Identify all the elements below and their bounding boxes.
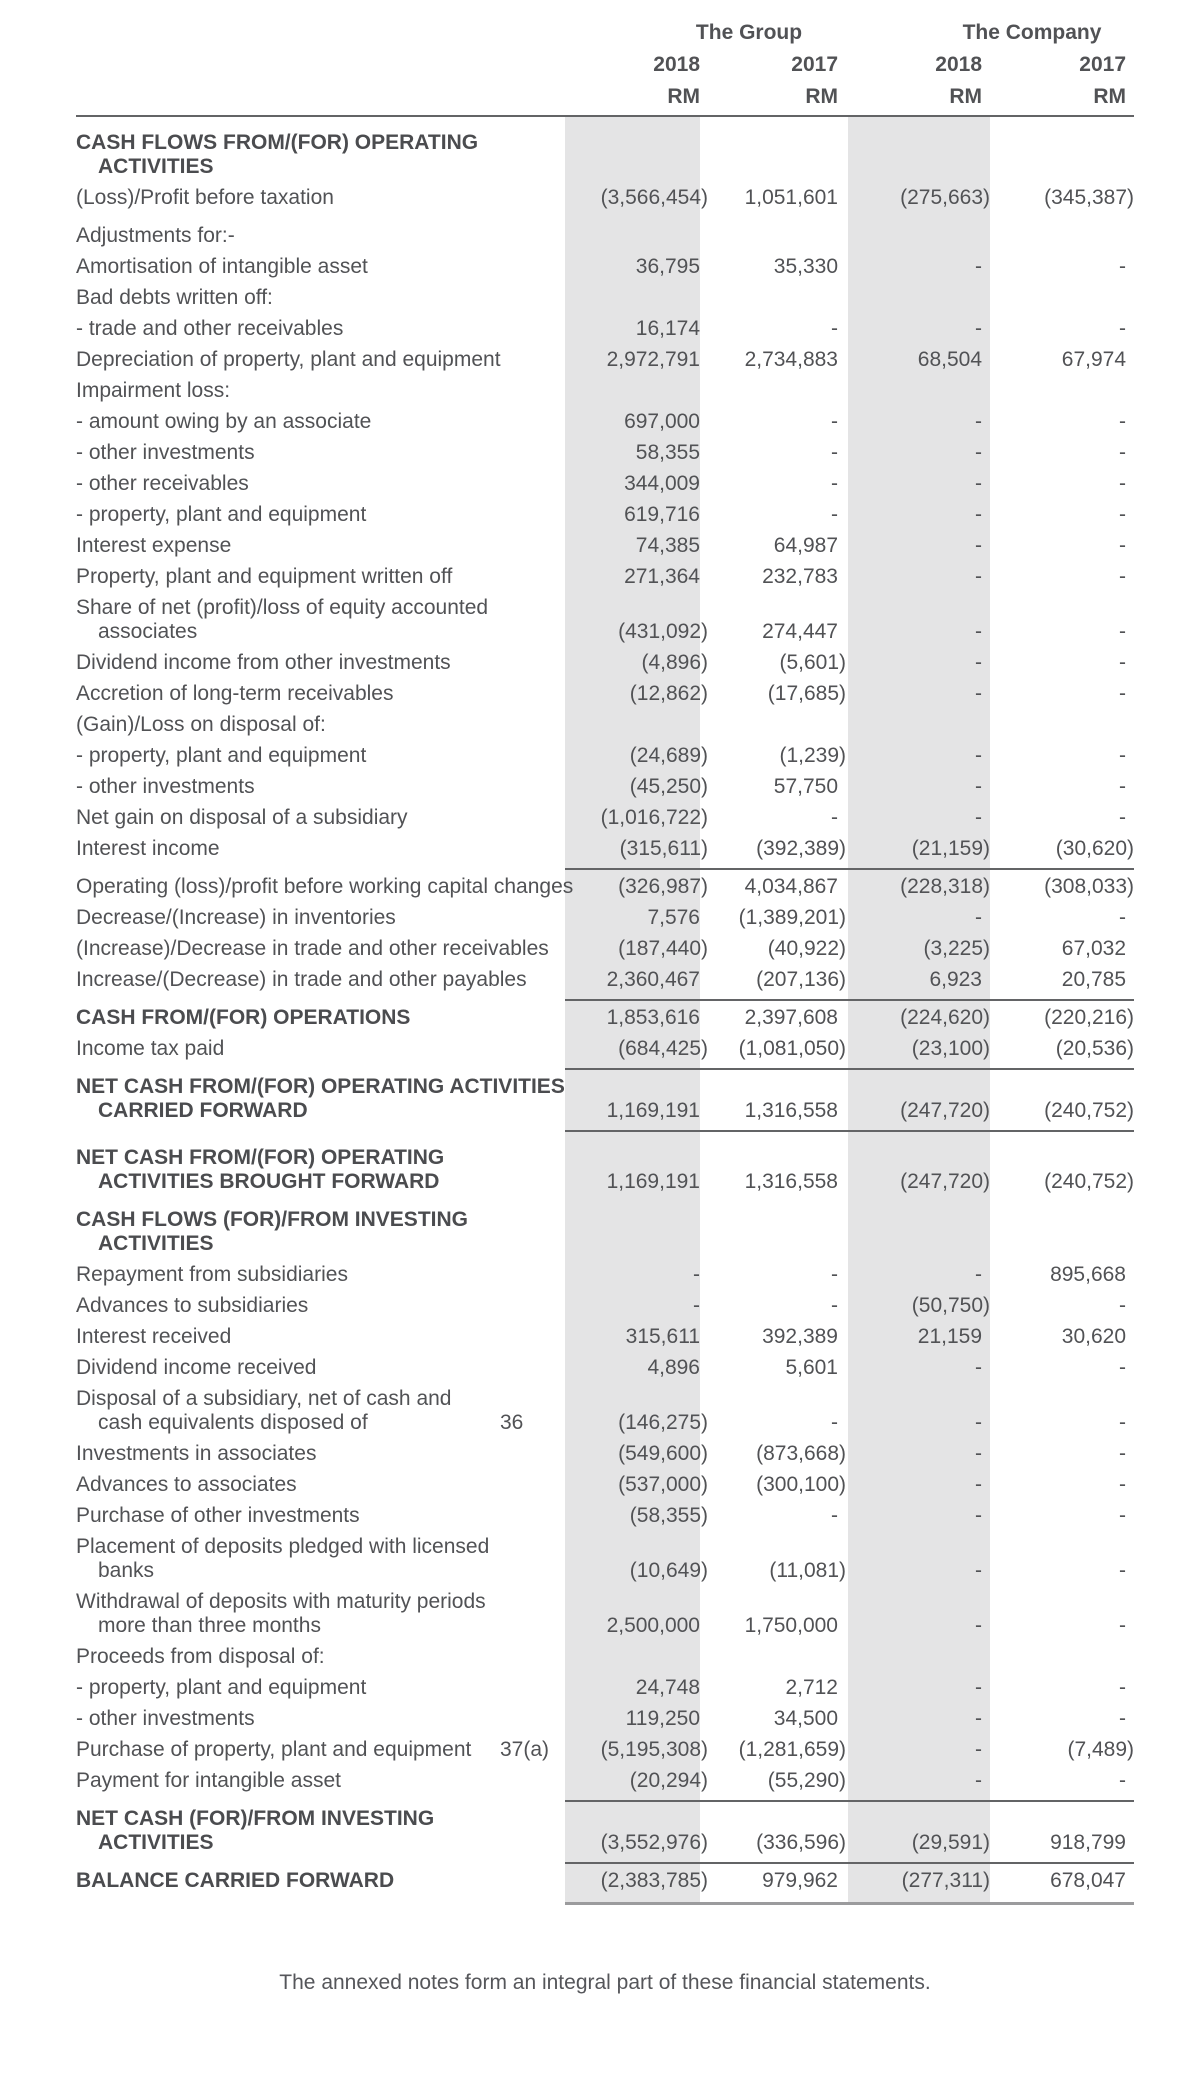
value-cell: - — [1119, 1411, 1126, 1434]
value-cell: 20,785 — [1061, 968, 1126, 991]
value-cell: 64,987 — [773, 534, 838, 557]
value-cell: (392,389) — [756, 837, 846, 860]
value-cell: 74,385 — [635, 534, 700, 557]
row-label: Operating (loss)/profit before working capital changes — [76, 875, 574, 898]
value-cell: - — [975, 1769, 982, 1792]
value-cell: (228,318) — [900, 875, 990, 898]
table-rows — [76, 131, 1134, 1905]
table-row — [76, 744, 1134, 768]
row-label: Withdrawal of deposits with maturity periods more than three months — [76, 1590, 486, 1637]
value-cell: 1,169,191 — [606, 1170, 700, 1193]
value-cell: (431,092) — [618, 620, 708, 643]
value-cell: (2,383,785) — [600, 1869, 708, 1892]
value-cell: - — [975, 1738, 982, 1761]
table-row — [76, 565, 1134, 589]
year-header: 2018 — [653, 53, 700, 76]
row-label: Purchase of property, plant and equipment — [76, 1738, 472, 1761]
table-row — [76, 1807, 1134, 1855]
value-cell: (300,100) — [756, 1473, 846, 1496]
value-cell: (326,987) — [618, 875, 708, 898]
value-cell: 979,962 — [762, 1869, 838, 1892]
value-cell: - — [1119, 565, 1126, 588]
value-cell: - — [975, 775, 982, 798]
value-cell: - — [1119, 1294, 1126, 1317]
value-cell: (20,536) — [1055, 1037, 1134, 1060]
table-row — [76, 1146, 1134, 1194]
value-cell: 57,750 — [773, 775, 838, 798]
table-row — [76, 131, 1134, 179]
value-cell: - — [1119, 651, 1126, 674]
table-row — [76, 534, 1134, 558]
row-label: Interest income — [76, 837, 220, 860]
value-cell: (55,290) — [767, 1769, 846, 1792]
value-cell: (873,668) — [756, 1442, 846, 1465]
row-label: Property, plant and equipment written off — [76, 565, 453, 588]
value-cell: 1,316,558 — [744, 1099, 838, 1122]
currency-header: RM — [949, 85, 982, 108]
value-cell: - — [975, 1411, 982, 1434]
value-cell: (240,752) — [1044, 1099, 1134, 1122]
row-label: Payment for intangible asset — [76, 1769, 341, 1792]
table-row — [76, 255, 1134, 279]
row-label: NET CASH FROM/(FOR) OPERATING ACTIVITIES BROUGHT FORWARD — [76, 1146, 445, 1193]
value-cell: - — [1119, 255, 1126, 278]
row-label: Placement of deposits pledged with licensed banks — [76, 1535, 490, 1582]
value-cell: (4,896) — [641, 651, 708, 674]
value-cell: 30,620 — [1061, 1325, 1126, 1348]
value-cell: - — [975, 472, 982, 495]
value-cell: (240,752) — [1044, 1170, 1134, 1193]
table-row — [76, 937, 1134, 961]
row-label: CASH FLOWS (FOR)/FROM INVESTING ACTIVITIES — [76, 1208, 468, 1255]
group-column-header: The Group — [695, 21, 803, 44]
value-cell: - — [693, 1294, 700, 1317]
row-label: Net gain on disposal of a subsidiary — [76, 806, 408, 829]
table-row — [76, 651, 1134, 675]
value-cell: 1,169,191 — [606, 1099, 700, 1122]
value-cell: - — [975, 1356, 982, 1379]
value-cell: 2,734,883 — [744, 348, 838, 371]
value-cell: (29,591) — [911, 1831, 990, 1854]
value-cell: - — [975, 503, 982, 526]
value-cell: - — [1119, 503, 1126, 526]
row-label: Interest expense — [76, 534, 232, 557]
value-cell: 619,716 — [624, 503, 700, 526]
row-label: Bad debts written off: — [76, 286, 273, 309]
value-cell: 4,034,867 — [744, 875, 838, 898]
value-cell: - — [831, 1263, 838, 1286]
value-cell: (220,216) — [1044, 1006, 1134, 1029]
table-row — [76, 1676, 1134, 1700]
value-cell: (58,355) — [629, 1504, 708, 1527]
value-cell: (21,159) — [911, 837, 990, 860]
table-row — [76, 1869, 1134, 1893]
row-label: Adjustments for:- — [76, 224, 235, 247]
value-cell: - — [975, 744, 982, 767]
value-cell: 67,032 — [1061, 937, 1126, 960]
table-row — [76, 379, 1134, 403]
value-cell: - — [975, 651, 982, 674]
row-label: NET CASH FROM/(FOR) OPERATING ACTIVITIES CARRIED FORWARD — [76, 1075, 565, 1122]
value-cell: 35,330 — [773, 255, 838, 278]
table-row — [76, 1707, 1134, 1731]
value-cell: (207,136) — [756, 968, 846, 991]
value-cell: - — [831, 410, 838, 433]
value-cell: (30,620) — [1055, 837, 1134, 860]
note-reference: 36 — [500, 1411, 524, 1434]
table-row — [76, 906, 1134, 930]
value-cell: (187,440) — [618, 937, 708, 960]
table-row — [76, 1769, 1134, 1793]
value-cell: (1,081,050) — [738, 1037, 846, 1060]
value-cell: (537,000) — [618, 1473, 708, 1496]
value-cell: - — [831, 1504, 838, 1527]
table-row — [76, 224, 1134, 248]
table-row — [76, 1208, 1134, 1256]
value-cell: (20,294) — [629, 1769, 708, 1792]
value-cell: 1,316,558 — [744, 1170, 838, 1193]
value-cell: 4,896 — [647, 1356, 700, 1379]
row-label: - other receivables — [76, 472, 249, 495]
row-label: Disposal of a subsidiary, net of cash and cash equivalents disposed of — [76, 1387, 452, 1434]
table-row — [76, 1294, 1134, 1318]
value-cell: 21,159 — [917, 1325, 982, 1348]
separator-rule — [565, 868, 1134, 870]
table-row — [76, 596, 1134, 644]
row-label: Impairment loss: — [76, 379, 231, 402]
value-cell: - — [1119, 620, 1126, 643]
value-cell: 678,047 — [1050, 1869, 1126, 1892]
value-cell: - — [975, 441, 982, 464]
value-cell: 2,360,467 — [606, 968, 700, 991]
value-cell: - — [975, 682, 982, 705]
value-cell: 1,750,000 — [744, 1614, 838, 1637]
value-cell: 2,712 — [785, 1676, 838, 1699]
currency-header: RM — [1093, 85, 1126, 108]
value-cell: 68,504 — [917, 348, 982, 371]
year-header: 2018 — [935, 53, 982, 76]
table-row — [76, 472, 1134, 496]
footer-note: The annexed notes form an integral part of these financial statements. — [279, 1971, 931, 1994]
value-cell: - — [1119, 775, 1126, 798]
value-cell: - — [975, 534, 982, 557]
value-cell: (7,489) — [1067, 1738, 1134, 1761]
separator-rule — [565, 1130, 1134, 1132]
row-label: Interest received — [76, 1325, 232, 1348]
table-header — [76, 21, 1134, 109]
value-cell: 1,853,616 — [606, 1006, 700, 1029]
table-row — [76, 1263, 1134, 1287]
value-cell: - — [1119, 682, 1126, 705]
value-cell: (45,250) — [629, 775, 708, 798]
value-cell: - — [975, 1473, 982, 1496]
value-cell: (12,862) — [629, 682, 708, 705]
row-label: Investments in associates — [76, 1442, 317, 1465]
table-row — [76, 682, 1134, 706]
company-column-header: The Company — [962, 21, 1102, 44]
value-cell: - — [1119, 1769, 1126, 1792]
table-row — [76, 348, 1134, 372]
value-cell: - — [975, 1614, 982, 1637]
row-label: Advances to associates — [76, 1473, 297, 1496]
year-header: 2017 — [791, 53, 838, 76]
value-cell: 1,051,601 — [744, 186, 838, 209]
value-cell: - — [1119, 1356, 1126, 1379]
table-row — [76, 410, 1134, 434]
row-label: - other investments — [76, 775, 255, 798]
table-row — [76, 806, 1134, 830]
table-row — [76, 441, 1134, 465]
note-reference: 37(a) — [500, 1738, 550, 1761]
value-cell: 895,668 — [1050, 1263, 1126, 1286]
table-row — [76, 1356, 1134, 1380]
value-cell: - — [975, 317, 982, 340]
row-label: Amortisation of intangible asset — [76, 255, 368, 278]
value-cell: (50,750) — [911, 1294, 990, 1317]
value-cell: - — [1119, 1504, 1126, 1527]
value-cell: (5,601) — [779, 651, 846, 674]
value-cell: - — [1119, 1559, 1126, 1582]
table-row — [76, 1645, 1134, 1669]
value-cell: (1,389,201) — [738, 906, 846, 929]
value-cell: 34,500 — [773, 1707, 838, 1730]
row-label: Proceeds from disposal of: — [76, 1645, 325, 1668]
row-label: Advances to subsidiaries — [76, 1294, 309, 1317]
table-row — [76, 875, 1134, 899]
row-label: (Increase)/Decrease in trade and other receivables — [76, 937, 549, 960]
value-cell: 5,601 — [785, 1356, 838, 1379]
value-cell: - — [831, 472, 838, 495]
table-row — [76, 1442, 1134, 1466]
value-cell: - — [1119, 441, 1126, 464]
row-label: Increase/(Decrease) in trade and other payables — [76, 968, 527, 991]
table-row — [76, 775, 1134, 799]
value-cell: 315,611 — [625, 1325, 700, 1348]
table-body — [76, 115, 1134, 1905]
separator-rule — [565, 1068, 1134, 1070]
value-cell: - — [1119, 1473, 1126, 1496]
row-label: CASH FLOWS FROM/(FOR) OPERATING ACTIVITIES — [76, 131, 479, 178]
value-cell: 2,972,791 — [606, 348, 700, 371]
value-cell: (5,195,308) — [600, 1738, 708, 1761]
value-cell: - — [975, 906, 982, 929]
row-label: Dividend income from other investments — [76, 651, 451, 674]
table-row — [76, 317, 1134, 341]
value-cell: (40,922) — [767, 937, 846, 960]
table-row — [76, 968, 1134, 992]
separator-rule — [565, 999, 1134, 1001]
value-cell: 2,500,000 — [606, 1614, 700, 1637]
value-cell: 232,783 — [762, 565, 838, 588]
value-cell: (23,100) — [911, 1037, 990, 1060]
entity-header-row — [76, 21, 1134, 45]
value-cell: - — [975, 1442, 982, 1465]
table-row — [76, 1325, 1134, 1349]
value-cell: - — [975, 1676, 982, 1699]
table-row — [76, 186, 1134, 210]
value-cell: - — [1119, 317, 1126, 340]
row-label: Dividend income received — [76, 1356, 317, 1379]
value-cell: (1,239) — [779, 744, 846, 767]
value-cell: 392,389 — [762, 1325, 838, 1348]
row-label: Accretion of long-term receivables — [76, 682, 394, 705]
row-label: - property, plant and equipment — [76, 503, 367, 526]
table-row — [76, 503, 1134, 527]
value-cell: 36,795 — [635, 255, 700, 278]
row-label: - property, plant and equipment — [76, 744, 367, 767]
value-cell: (684,425) — [618, 1037, 708, 1060]
value-cell: - — [831, 441, 838, 464]
value-cell: (17,685) — [767, 682, 846, 705]
table-row — [76, 1535, 1134, 1583]
value-cell: 24,748 — [635, 1676, 700, 1699]
value-cell: (247,720) — [900, 1170, 990, 1193]
currency-header-row — [76, 85, 1134, 109]
value-cell: 6,923 — [929, 968, 982, 991]
row-label: (Loss)/Profit before taxation — [76, 186, 334, 209]
row-label: - property, plant and equipment — [76, 1676, 367, 1699]
row-label: - amount owing by an associate — [76, 410, 372, 433]
value-cell: 697,000 — [624, 410, 700, 433]
value-cell: 7,576 — [647, 906, 700, 929]
value-cell: 67,974 — [1061, 348, 1126, 371]
value-cell: - — [975, 410, 982, 433]
value-cell: (315,611) — [619, 837, 708, 860]
row-label: Repayment from subsidiaries — [76, 1263, 348, 1286]
row-label: BALANCE CARRIED FORWARD — [76, 1869, 395, 1892]
row-label: (Gain)/Loss on disposal of: — [76, 713, 326, 736]
value-cell: - — [1119, 744, 1126, 767]
value-cell: (1,016,722) — [600, 806, 708, 829]
value-cell: 271,364 — [624, 565, 700, 588]
currency-header: RM — [805, 85, 838, 108]
value-cell: 119,250 — [625, 1707, 700, 1730]
value-cell: 16,174 — [635, 317, 700, 340]
value-cell: - — [1119, 472, 1126, 495]
row-label: Depreciation of property, plant and equipment — [76, 348, 501, 371]
value-cell: (3,225) — [923, 937, 990, 960]
table-row — [76, 1504, 1134, 1528]
value-cell: - — [975, 620, 982, 643]
value-cell: - — [975, 255, 982, 278]
value-cell: - — [1119, 1676, 1126, 1699]
value-cell: - — [831, 1294, 838, 1317]
row-label: Share of net (profit)/loss of equity accounted associates — [76, 596, 489, 643]
row-label: Purchase of other investments — [76, 1504, 360, 1527]
row-label: Income tax paid — [76, 1037, 225, 1060]
year-header: 2017 — [1079, 53, 1126, 76]
currency-header: RM — [667, 85, 700, 108]
value-cell: - — [1119, 410, 1126, 433]
value-cell: 344,009 — [624, 472, 700, 495]
table-row — [76, 713, 1134, 737]
value-cell: (247,720) — [900, 1099, 990, 1122]
value-cell: (308,033) — [1044, 875, 1134, 898]
value-cell: - — [975, 1559, 982, 1582]
table-row — [76, 1387, 1134, 1435]
value-cell: (345,387) — [1044, 186, 1134, 209]
value-cell: - — [1119, 1614, 1126, 1637]
value-cell: - — [975, 806, 982, 829]
table-row — [76, 1473, 1134, 1497]
value-cell: 2,397,608 — [744, 1006, 838, 1029]
value-cell: (275,663) — [900, 186, 990, 209]
separator-rule — [565, 1862, 1134, 1864]
table-row — [76, 1006, 1134, 1030]
value-cell: (336,596) — [756, 1831, 846, 1854]
value-cell: - — [831, 1411, 838, 1434]
value-cell: - — [831, 503, 838, 526]
row-label: Decrease/(Increase) in inventories — [76, 906, 396, 929]
value-cell: (549,600) — [618, 1442, 708, 1465]
value-cell: (24,689) — [629, 744, 708, 767]
row-label: NET CASH (FOR)/FROM INVESTING ACTIVITIES — [76, 1807, 435, 1854]
value-cell: - — [975, 1504, 982, 1527]
value-cell: (146,275) — [618, 1411, 708, 1434]
value-cell: - — [1119, 534, 1126, 557]
value-cell: - — [831, 317, 838, 340]
value-cell: - — [693, 1263, 700, 1286]
table-row — [76, 1075, 1134, 1123]
value-cell: (10,649) — [629, 1559, 708, 1582]
row-label: - trade and other receivables — [76, 317, 344, 340]
table-row — [76, 1037, 1134, 1061]
value-cell: (3,552,976) — [600, 1831, 708, 1854]
value-cell: - — [1119, 1442, 1126, 1465]
value-cell: 274,447 — [762, 620, 838, 643]
value-cell: 918,799 — [1050, 1831, 1126, 1854]
row-label: - other investments — [76, 1707, 255, 1730]
value-cell: (224,620) — [900, 1006, 990, 1029]
value-cell: (3,566,454) — [600, 186, 708, 209]
row-label: CASH FROM/(FOR) OPERATIONS — [76, 1006, 411, 1029]
value-cell: (11,081) — [769, 1559, 846, 1582]
value-cell: - — [1119, 806, 1126, 829]
row-label: - other investments — [76, 441, 255, 464]
table-row — [76, 286, 1134, 310]
value-cell: - — [831, 806, 838, 829]
separator-rule — [565, 1800, 1134, 1802]
separator-rule — [565, 1902, 1134, 1905]
value-cell: - — [1119, 1707, 1126, 1730]
value-cell: - — [975, 1707, 982, 1730]
table-row — [76, 1590, 1134, 1638]
year-header-row — [76, 53, 1134, 77]
value-cell: 58,355 — [635, 441, 700, 464]
value-cell: - — [1119, 906, 1126, 929]
value-cell: - — [975, 1263, 982, 1286]
value-cell: (277,311) — [901, 1869, 990, 1892]
table-row — [76, 1738, 1134, 1762]
value-cell: - — [975, 565, 982, 588]
value-cell: (1,281,659) — [738, 1738, 846, 1761]
table-row — [76, 837, 1134, 861]
